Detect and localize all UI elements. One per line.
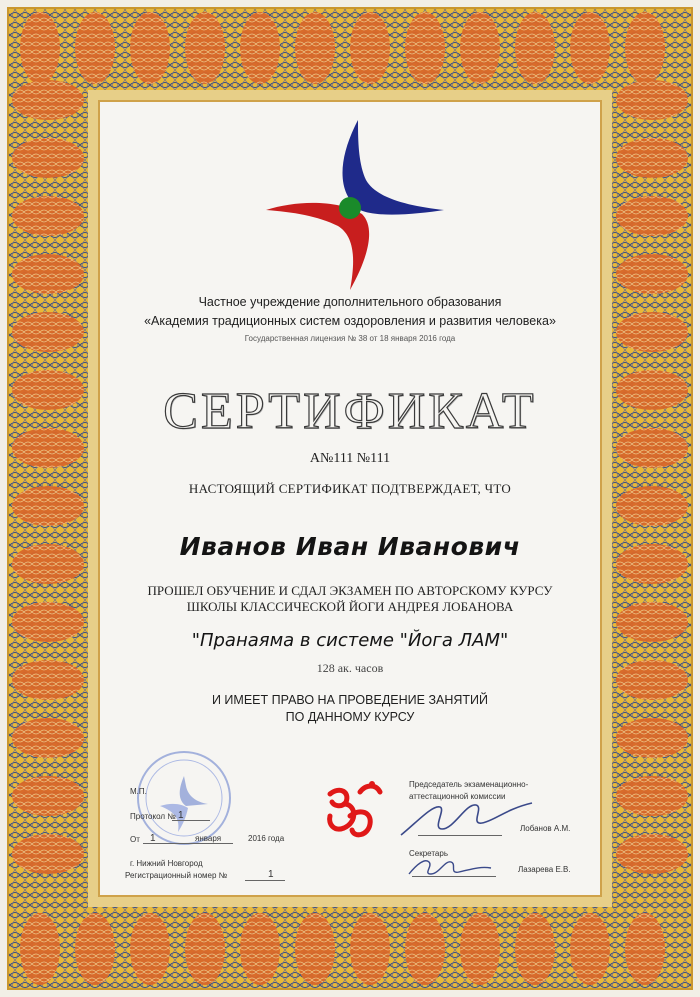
recipient-name: Иванов Иван Иванович [179,532,521,561]
om-symbol-icon [320,778,390,848]
secretary-line [412,876,496,877]
course-name: "Пранаяма в системе "Йога ЛАМ" [191,630,509,651]
protocol-value: 1 [178,810,184,821]
chair-signature [396,795,536,845]
certificate-title: СЕРТИФИКАТ [163,383,537,440]
border-petal [625,913,665,985]
border-petal [12,776,84,816]
right-text-line-1: И ИМЕЕТ ПРАВО НА ПРОВЕДЕНИЕ ЗАНЯТИЙ [211,693,489,707]
border-petal [12,486,84,526]
border-petal [616,428,688,468]
border-petal [616,834,688,874]
border-petal [12,254,84,294]
chair-label-1: Председатель экзаменационно- [409,780,529,789]
border-petal [12,602,84,642]
registration-value: 1 [268,869,274,880]
protocol-label: Протокол № [130,812,176,821]
passed-text-line-2: ШКОЛЫ КЛАССИЧЕСКОЙ ЙОГИ АНДРЕЯ ЛОБАНОВА [186,599,514,614]
chair-line [418,835,502,836]
city-label: г. Нижний Новгород [130,859,203,868]
border-petal [350,913,390,985]
border-petal [616,544,688,584]
secretary-name: Лазарева Е.В. [518,865,571,874]
date-day: 1 [150,833,156,844]
border-petal [616,776,688,816]
border-petal [12,196,84,236]
organization-line-1: Частное учреждение дополнительного образования [198,295,502,309]
border-petal [240,913,280,985]
border-petal [616,196,688,236]
round-seal-icon [122,746,242,856]
date-year: 2016 года [248,834,285,843]
border-petal [405,913,445,985]
border-petal [515,913,555,985]
right-text-line-2: ПО ДАННОМУ КУРСУ [285,710,415,724]
border-petal [130,12,170,84]
date-prefix: От [130,835,140,844]
border-petal [625,12,665,84]
border-petal [240,12,280,84]
border-petal [616,370,688,410]
license-line: Государственная лицензия № 38 от 18 января 2016 года [244,334,456,343]
organization-line-2: «Академия традиционных систем оздоровления и развития человека» [144,314,556,328]
border-petal [12,718,84,758]
chair-label-2: аттестационной комиссии [409,792,506,801]
border-petal [12,312,84,352]
border-petal [185,913,225,985]
border-petal [405,12,445,84]
border-petal [12,834,84,874]
passed-text-line-1: ПРОШЕЛ ОБУЧЕНИЕ И СДАЛ ЭКЗАМЕН ПО АВТОРСКОМУ КУРСУ [147,583,553,598]
course-hours: 128 ак. часов [316,661,384,675]
chair-name: Лобанов А.М. [520,824,571,833]
registration-line [245,880,285,881]
border-petal [570,12,610,84]
border-petal [20,913,60,985]
border-petal [185,12,225,84]
border-petal [570,913,610,985]
border-petal [616,312,688,352]
border-petal [12,428,84,468]
secretary-signature [405,850,495,882]
border-petal [616,602,688,642]
registration-label: Регистрационный номер № [125,871,228,880]
border-petal [616,138,688,178]
certificate-number: А№111 №111 [309,451,391,466]
border-petal [12,660,84,700]
border-petal [616,486,688,526]
protocol-line [172,820,210,821]
border-petal [12,544,84,584]
border-petal [295,12,335,84]
border-petal [616,660,688,700]
border-petal [616,718,688,758]
border-petal [130,913,170,985]
border-petal [460,12,500,84]
border-petal [515,12,555,84]
border-petal [12,138,84,178]
border-petal [20,12,60,84]
border-petal [350,12,390,84]
border-petal [460,913,500,985]
border-petal [12,80,84,120]
border-petal [75,12,115,84]
date-month: января [195,834,222,843]
border-petal [12,370,84,410]
border-petal [75,913,115,985]
border-petal [295,913,335,985]
secretary-label: Секретарь [409,849,448,858]
date-line [143,843,233,844]
confirms-text: НАСТОЯЩИЙ СЕРТИФИКАТ ПОДТВЕРЖДАЕТ, ЧТО [188,481,512,496]
border-petal [616,80,688,120]
human-figure-logo [258,118,448,293]
border-petal [616,254,688,294]
seal-place-label: М.П. [130,787,147,796]
